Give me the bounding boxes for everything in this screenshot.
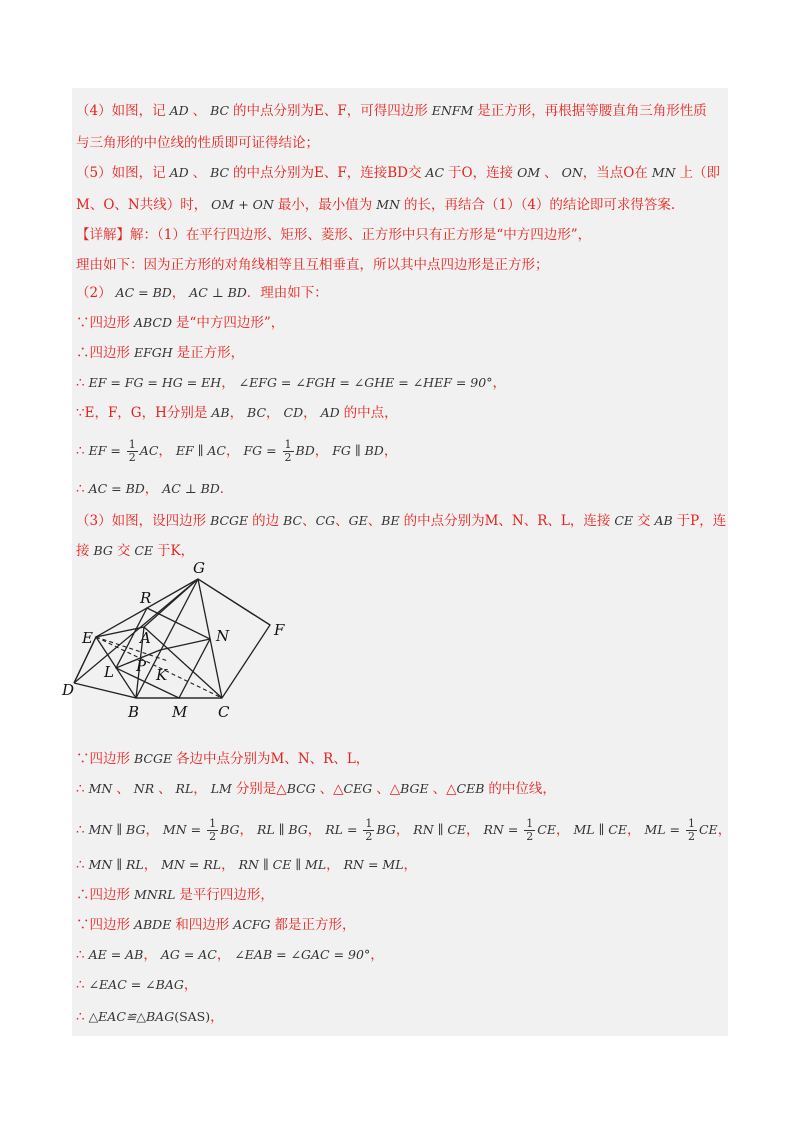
text-line-24 xyxy=(76,1007,224,1027)
fraction-denominator: 2 xyxy=(526,830,534,843)
math-run: BCGE xyxy=(130,751,177,766)
math-run: CD xyxy=(279,405,304,420)
text-run: ， xyxy=(145,822,159,838)
text-run: ， xyxy=(717,822,732,838)
math-run: MNRL xyxy=(130,887,180,902)
label-N: N xyxy=(216,627,230,645)
text-run: ， xyxy=(221,375,235,391)
text-line-11 xyxy=(76,403,398,423)
text-run: 上（即 xyxy=(679,165,721,181)
label-C: C xyxy=(218,703,230,721)
label-A: A xyxy=(140,629,151,647)
math-run: MN xyxy=(372,197,404,212)
math-run: CE xyxy=(537,822,556,837)
fraction-numerator: 1 xyxy=(128,438,136,451)
text-run: 的中点分别为E、F，连接BD交 xyxy=(233,165,422,181)
text-line-17 xyxy=(76,779,556,799)
text-run: ， xyxy=(314,443,329,459)
math-run: MN xyxy=(647,165,680,180)
text-line-10 xyxy=(76,373,506,393)
math-run: CEB xyxy=(456,781,489,796)
text-run: ∴ xyxy=(76,977,85,993)
text-run: ， xyxy=(370,947,384,963)
math-run: RN = xyxy=(479,822,523,837)
math-run: AD xyxy=(165,103,193,118)
text-run: ∵E，F，G，H分别是 xyxy=(76,405,208,421)
text-run: ， xyxy=(221,857,235,873)
text-run: ， xyxy=(225,443,240,459)
text-run: ∴ xyxy=(76,443,85,459)
math-run: BG xyxy=(220,822,240,837)
math-run: BC xyxy=(243,405,267,420)
math-run: EF ∥ AC xyxy=(171,443,226,458)
fraction xyxy=(207,818,218,843)
math-run: CEG xyxy=(343,781,377,796)
text-run: 交 xyxy=(116,543,131,559)
math-run: ∠EFG = ∠FGH = ∠GHE = ∠HEF = 90° xyxy=(234,375,493,390)
label-P: P xyxy=(136,657,147,675)
text-run: 、△ xyxy=(376,781,401,797)
math-run: ACFG xyxy=(229,917,275,932)
text-run: 、 xyxy=(192,103,207,119)
math-run: ABDE xyxy=(130,917,176,932)
text-run: ， xyxy=(492,375,506,391)
text-run: 分别是△ xyxy=(235,781,287,797)
text-run: 最小，最小值为 xyxy=(277,197,373,213)
fraction-numerator: 1 xyxy=(209,817,217,830)
label-D: D xyxy=(62,681,75,699)
text-run: ∵四边形 xyxy=(76,917,130,933)
math-run: BGE xyxy=(400,781,433,796)
label-F: F xyxy=(274,621,285,639)
text-run: （2） xyxy=(76,285,112,301)
fraction xyxy=(127,439,138,464)
math-run: AC = BD xyxy=(84,481,145,496)
text-run: （4）如图，记 xyxy=(76,103,166,119)
math-run: AG = AC xyxy=(156,947,217,962)
math-run: MN = RL xyxy=(157,857,222,872)
text-run: 于P，连 xyxy=(676,513,727,529)
text-line-19 xyxy=(76,855,417,875)
text-run: （3）如图，设四边形 xyxy=(76,513,207,529)
fraction-numerator: 1 xyxy=(284,438,292,451)
text-run: 的中点分别为M、N、R、L，连接 xyxy=(403,513,611,529)
math-run: AB xyxy=(650,513,677,528)
text-line-18 xyxy=(76,818,731,843)
fraction-denominator: 2 xyxy=(687,830,695,843)
text-line-23 xyxy=(76,975,197,995)
math-run: AC xyxy=(139,443,159,458)
text-run: ， xyxy=(395,822,410,838)
math-run: MN ∥ BG xyxy=(84,822,146,837)
math-run: OM + ON xyxy=(207,197,278,212)
math-run: ABCD xyxy=(130,315,176,330)
text-run: ， xyxy=(158,443,172,459)
math-run: MN xyxy=(84,781,117,796)
text-run: 交 xyxy=(637,513,651,529)
fraction xyxy=(363,818,374,843)
text-run: 、 xyxy=(367,513,382,529)
math-run: RL = xyxy=(321,822,362,837)
math-run: CE xyxy=(130,543,157,558)
math-run: ∠EAC = ∠BAG xyxy=(84,977,184,992)
text-line-16 xyxy=(76,749,369,769)
label-B: B xyxy=(128,703,140,721)
text-run: ． xyxy=(219,481,234,497)
fraction xyxy=(283,439,294,464)
math-run: ML ∥ CE xyxy=(569,822,627,837)
math-run: FG ∥ BD xyxy=(328,443,384,458)
text-run: ， xyxy=(171,285,186,301)
text-run: ∴ xyxy=(76,822,85,838)
text-line-7 xyxy=(76,283,328,303)
text-run: 是“中方四边形”， xyxy=(175,315,285,331)
text-run: 的中点分别为E、F，可得四边形 xyxy=(233,103,428,119)
math-run: EF = FG = HG = EH xyxy=(84,375,222,390)
math-run: AD xyxy=(165,165,193,180)
math-run: FG = xyxy=(239,443,281,458)
math-run: AC = BD xyxy=(111,285,172,300)
math-run: AE = AB xyxy=(84,947,144,962)
text-run: ∴四边形 xyxy=(76,345,130,361)
text-run: 的边 xyxy=(252,513,280,529)
label-R: R xyxy=(140,589,152,607)
math-run: AD xyxy=(316,405,344,420)
math-run: ON xyxy=(557,165,583,180)
math-run: AC xyxy=(421,165,449,180)
fraction-denominator: 2 xyxy=(128,451,136,464)
fraction xyxy=(524,818,535,843)
math-run: BD xyxy=(295,443,315,458)
text-run: 、△ xyxy=(319,781,344,797)
math-run: RN ∥ CE ∥ ML xyxy=(234,857,327,872)
math-run: △EAC≌△BAG xyxy=(84,1009,175,1024)
fraction-numerator: 1 xyxy=(687,817,695,830)
math-run: (SAS) xyxy=(174,1009,211,1024)
fraction-numerator: 1 xyxy=(526,817,534,830)
text-run: ∴ xyxy=(76,481,85,497)
text-run: 是平行四边形， xyxy=(179,887,274,903)
math-run: ENFM xyxy=(427,103,478,118)
text-line-3 xyxy=(76,163,720,183)
text-run: 、 xyxy=(302,513,316,529)
text-run: ∴ xyxy=(76,947,85,963)
text-run: ， xyxy=(229,405,244,421)
label-L: L xyxy=(104,663,114,681)
fraction-denominator: 2 xyxy=(209,830,217,843)
math-run: EFGH xyxy=(130,345,177,360)
math-run: RN ∥ CE xyxy=(409,822,467,837)
text-run: （5）如图，记 xyxy=(76,165,166,181)
math-run: CG xyxy=(315,513,336,528)
math-run: BE xyxy=(381,513,404,528)
fraction-numerator: 1 xyxy=(365,817,373,830)
label-G: G xyxy=(193,559,205,577)
text-run: 的中点， xyxy=(343,405,398,421)
math-run: ML = xyxy=(640,822,684,837)
text-run: 、 xyxy=(335,513,349,529)
text-run: ∴ xyxy=(76,375,85,391)
text-run: ， xyxy=(383,443,398,459)
text-run: 理由如下：因为正方形的对角线相等且互相垂直，所以其中点四边形是正方形； xyxy=(76,257,549,273)
math-run: AB xyxy=(207,405,230,420)
text-run: ∴四边形 xyxy=(76,887,130,903)
math-run: MN ∥ RL xyxy=(84,857,144,872)
text-run: 是正方形， xyxy=(176,345,245,361)
text-run: ， xyxy=(403,857,417,873)
text-run: ， xyxy=(143,857,158,873)
label-M: M xyxy=(172,703,188,721)
text-run: ， xyxy=(210,1009,224,1025)
text-run: 各边中点分别为M、N、R、L， xyxy=(176,751,370,767)
text-run: ．理由如下： xyxy=(246,285,328,301)
text-run: 、△ xyxy=(432,781,457,797)
math-run: BG xyxy=(376,822,396,837)
math-run: MN = xyxy=(158,822,206,837)
math-run: CE xyxy=(610,513,637,528)
math-run: ∠EAB = ∠GAC = 90° xyxy=(230,947,371,962)
math-run: AC ⊥ BD xyxy=(185,285,247,300)
math-run: EF = xyxy=(84,443,125,458)
text-run: ， xyxy=(183,977,198,993)
text-run: 与三角形的中位线的性质即可证得结论； xyxy=(76,135,319,151)
text-run: ∴ xyxy=(76,857,85,873)
math-run: AC ⊥ BD xyxy=(158,481,220,496)
math-run: NR xyxy=(129,781,159,796)
text-run: ， xyxy=(326,857,340,873)
text-run: 都是正方形， xyxy=(274,917,356,933)
text-line-12 xyxy=(76,439,397,464)
math-run: BCGE xyxy=(206,513,253,528)
text-run: 是正方形，再根据等腰直角三角形性质 xyxy=(477,103,707,119)
text-run: 于K， xyxy=(157,543,195,559)
text-line-4 xyxy=(76,195,675,215)
text-run: ，当点O在 xyxy=(582,165,648,181)
text-run: 的中位线， xyxy=(488,781,556,797)
math-run: GE xyxy=(348,513,368,528)
text-line-1 xyxy=(76,101,707,121)
text-run: ， xyxy=(266,405,280,421)
math-run: BC xyxy=(279,513,303,528)
text-run: ， xyxy=(303,405,317,421)
text-line-8 xyxy=(76,313,284,333)
text-run: 接 xyxy=(76,543,90,559)
label-E: E xyxy=(82,629,93,647)
text-run: 、 xyxy=(544,165,558,181)
text-run: ， xyxy=(307,822,322,838)
text-run: 【详解】解：（1）在平行四边形、矩形、菱形、正方形中只有正方形是“中方四边形”， xyxy=(76,227,592,243)
text-run: ∵四边形 xyxy=(76,751,130,767)
text-run: 、 xyxy=(158,781,172,797)
text-line-5 xyxy=(76,225,591,245)
text-run: ∴ xyxy=(76,781,85,797)
text-run: ， xyxy=(193,781,207,797)
text-line-21 xyxy=(76,915,356,935)
text-line-13 xyxy=(76,479,233,499)
math-run: BCG xyxy=(286,781,320,796)
text-run: ， xyxy=(239,822,253,838)
math-run: OM xyxy=(513,165,545,180)
text-run: ， xyxy=(143,947,157,963)
text-run: 于O，连接 xyxy=(448,165,514,181)
label-K: K xyxy=(156,666,168,684)
text-run: ， xyxy=(466,822,480,838)
fraction-denominator: 2 xyxy=(284,451,292,464)
text-run: 、 xyxy=(192,165,207,181)
text-line-14 xyxy=(76,511,726,531)
text-run: ∴ xyxy=(76,1009,85,1025)
text-run: 、 xyxy=(116,781,130,797)
text-run: ， xyxy=(626,822,641,838)
text-line-2 xyxy=(76,133,319,153)
fraction-denominator: 2 xyxy=(365,830,373,843)
text-line-9 xyxy=(76,343,244,363)
math-run: CE xyxy=(698,822,718,837)
math-run: BG xyxy=(89,543,117,558)
text-line-22 xyxy=(76,945,384,965)
text-run: 和四边形 xyxy=(175,917,230,933)
math-run: RL xyxy=(171,781,194,796)
text-run: ， xyxy=(556,822,570,838)
fraction xyxy=(686,818,697,843)
text-run: 的长，再结合（1）（4）的结论即可求得答案. xyxy=(404,197,676,213)
math-run: RN = ML xyxy=(339,857,404,872)
text-run: M、O、N共线）时， xyxy=(76,197,208,213)
text-line-20 xyxy=(76,885,274,905)
math-run: LM xyxy=(206,781,236,796)
math-run: BC xyxy=(206,103,234,118)
text-run: ， xyxy=(144,481,159,497)
text-run: ， xyxy=(216,947,231,963)
text-line-6 xyxy=(76,255,549,275)
geometry-figure xyxy=(60,555,300,725)
math-run: RL ∥ BG xyxy=(252,822,308,837)
math-run: BC xyxy=(206,165,234,180)
text-run: ∵四边形 xyxy=(76,315,130,331)
